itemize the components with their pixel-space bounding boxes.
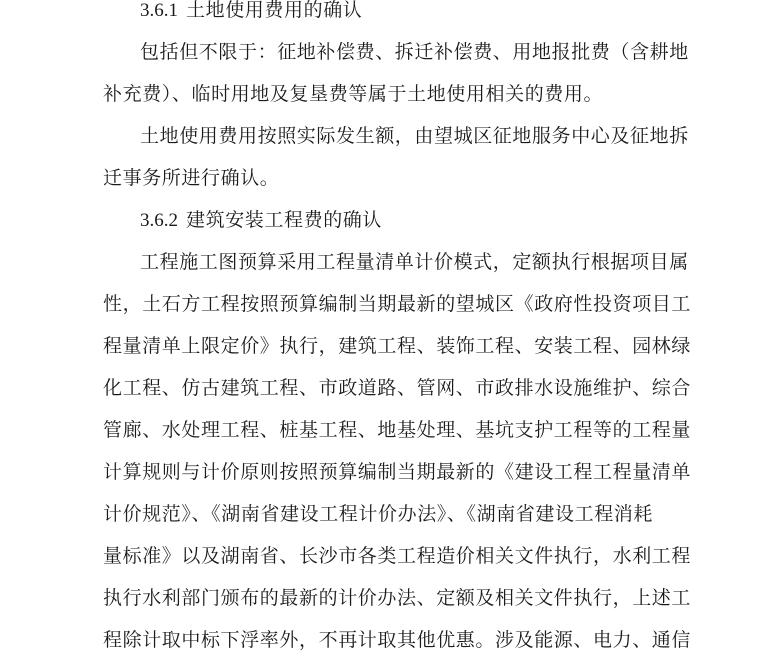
paragraph-line: 程除计取中标下浮率外，不再计取其他优惠。涉及能源、电力、通信: [103, 629, 692, 651]
paragraph-line: 包括但不限于：征地补偿费、拆迁补偿费、用地报批费（含耕地: [140, 41, 689, 63]
paragraph-line: 迁事务所进行确认。: [103, 167, 280, 189]
section-title: 土地使用费用的确认: [186, 0, 363, 21]
paragraph-line: 性，土石方工程按照预算编制当期最新的望城区《政府性投资项目工: [103, 293, 692, 315]
section-number: 3.6.1: [140, 0, 178, 21]
section-number: 3.6.2: [140, 210, 178, 231]
paragraph-line: 管廊、水处理工程、桩基工程、地基处理、基坑支护工程等的工程量: [103, 419, 692, 441]
paragraph-line: 计价规范》、《湖南省建设工程计价办法》、《湖南省建设工程消耗: [103, 503, 654, 525]
paragraph-line: 程量清单上限定价》执行，建筑工程、装饰工程、安装工程、园林绿: [103, 335, 692, 357]
section-heading-3-6-1: [140, 0, 362, 24]
paragraph-line: 工程施工图预算采用工程量清单计价模式，定额执行根据项目属: [140, 251, 689, 273]
paragraph-line: 化工程、仿古建筑工程、市政道路、管网、市政排水设施维护、综合: [103, 377, 692, 399]
paragraph-line: 补充费）、临时用地及复垦费等属于土地使用相关的费用。: [103, 83, 604, 105]
paragraph-line: 土地使用费用按照实际发生额，由望城区征地服务中心及征地拆: [140, 125, 689, 147]
section-title: 建筑安装工程费的确认: [186, 209, 383, 231]
paragraph-line: 计算规则与计价原则按照预算编制当期最新的《建设工程工程量清单: [103, 461, 692, 483]
paragraph-line: 执行水利部门颁布的最新的计价办法、定额及相关文件执行，上述工: [103, 587, 692, 609]
section-heading-3-6-2: [140, 206, 382, 234]
paragraph-line: 量标准》以及湖南省、长沙市各类工程造价相关文件执行，水利工程: [103, 545, 692, 567]
